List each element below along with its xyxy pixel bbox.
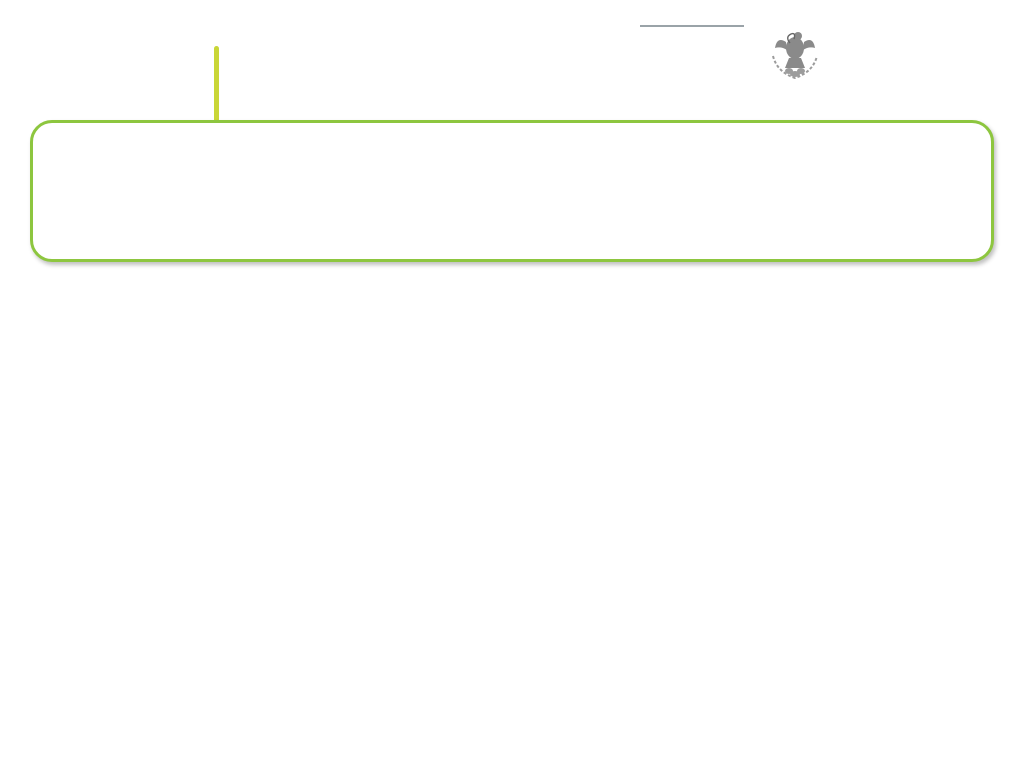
title-box (30, 120, 994, 262)
sep-tricolor-rule (833, 21, 915, 23)
mexico-rule (640, 25, 744, 27)
mexico-gobierno-logo (640, 22, 744, 31)
logo-exclamation-bar (214, 46, 219, 130)
salud-tricolor-rule (930, 21, 1016, 23)
secretaria-salud-logo (930, 18, 1016, 27)
national-seal-icon (765, 12, 825, 82)
sep-logo (833, 18, 915, 27)
